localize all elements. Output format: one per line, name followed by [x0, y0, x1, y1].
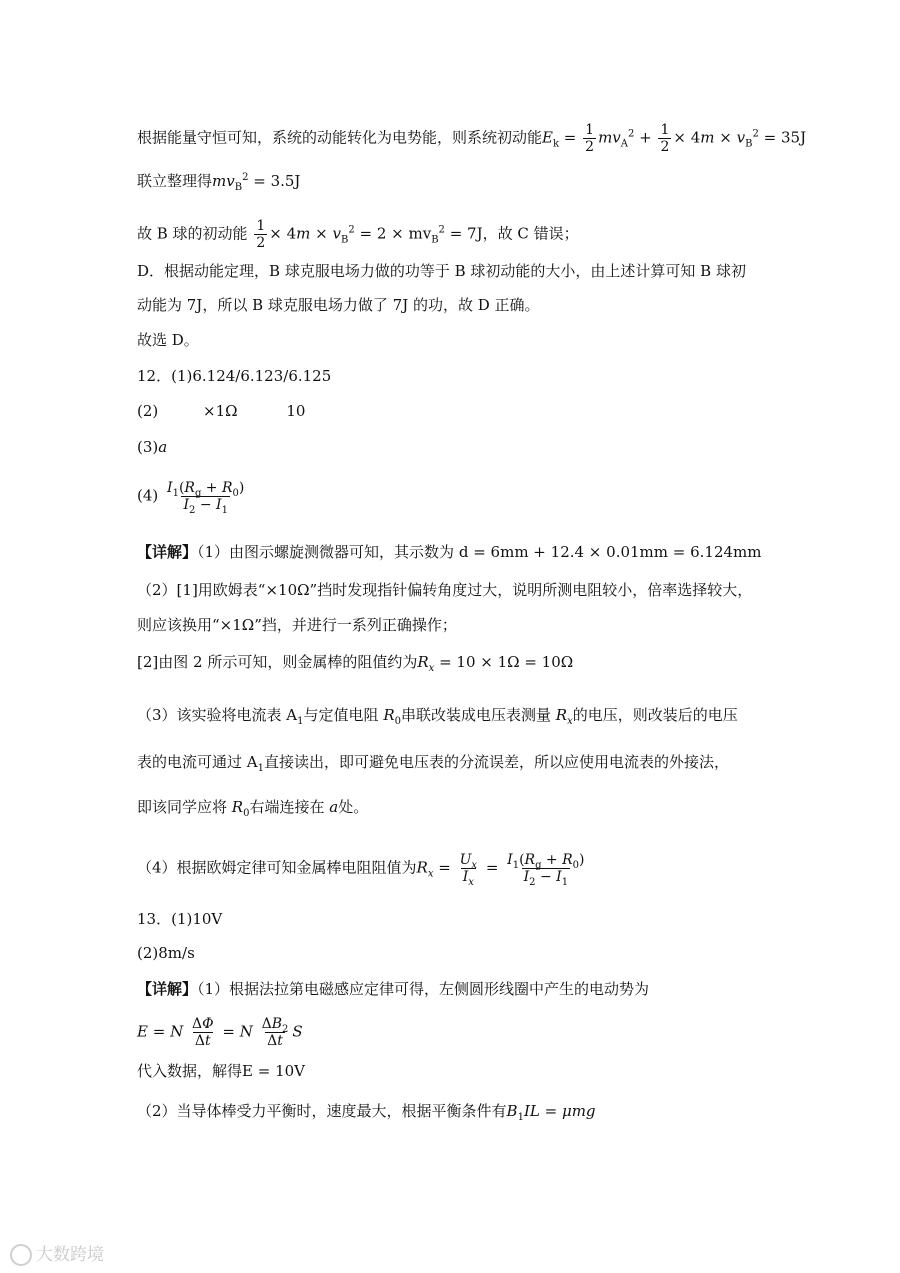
q13-detail-2: （2）当导体棒受力平衡时，速度最大，根据平衡条件有$B_1IL = \mu mg$	[137, 1102, 596, 1123]
q13-detail-1: 【详解】（1）根据法拉第电磁感应定律可得，左侧圆形线圈中产生的电动势为	[137, 980, 650, 998]
combine-line: 联立整理得$mv_B^2 = 3.5J$	[137, 172, 301, 193]
q12-detail-2-2: [2]由图 2 所示可知，则金属棒的阻值约为$R_x = 10 \times 1\Omega = 10\Omega$	[137, 653, 574, 674]
q12-answer-4: (4) $\frac{I_1(R_g + R_0)}{I_2 - I_1}$	[137, 480, 245, 516]
q12-detail-3-cont: 表的电流可通过 $A_1$直接读出，即可避免电压表的分流误差，所以应使用电流表的外接法，	[137, 753, 729, 774]
q12-detail-1: 【详解】（1）由图示螺旋测微器可知，其示数为 d = 6mm + 12.4 × 0.01mm = 6.124mm	[137, 543, 762, 561]
fraction-half: $\frac{1}{2}$	[585, 122, 595, 155]
q13-answer-1: 13．(1)10V	[137, 910, 223, 928]
q12-detail-3-end: 即该同学应将 $R_0$右端连接在 a处。	[137, 798, 369, 819]
option-d-line: D．根据动能定理，B 球克服电场力做的功等于 B 球初动能的大小，由上述计算可知 B 球初	[137, 262, 746, 280]
q12-answer-3: (3)a	[137, 438, 168, 456]
fraction-half: $\frac{1}{2}$	[660, 122, 670, 155]
q12-detail-4: （4）根据欧姆定律可知金属棒电阻阻值为$R_x$ = $\frac{U_x}{I_x}$ = $\frac{I_1(R_g + R_0)}{I_2 - I_1}$	[137, 852, 585, 888]
answer-4-fraction: $\frac{I_1(R_g + R_0)}{I_2 - I_1}$	[167, 480, 245, 516]
emf-formula: E = N $\frac{\Delta\Phi}{\Delta t}$ = N $\frac{\Delta B_2}{\Delta t}$ S	[137, 1016, 303, 1049]
watermark-logo-icon	[10, 1244, 32, 1266]
answer-line: 故选 D。	[137, 331, 199, 349]
q12-answer-2: (2) ×1Ω 10	[137, 402, 306, 420]
field-fraction: $\frac{\Delta B_2}{\Delta t}$	[261, 1016, 289, 1049]
q12-detail-2-cont: 则应该换用“×1Ω”挡，并进行一系列正确操作；	[137, 616, 457, 634]
ohm-fraction: $\frac{U_x}{I_x}$	[459, 852, 478, 888]
q12-detail-3: （3）该实验将电流表 $A_1$与定值电阻 $R_0$串联改装成电压表测量 $R_x$的电压，则改装后的电压	[137, 706, 738, 727]
flux-fraction: $\frac{\Delta\Phi}{\Delta t}$	[191, 1016, 214, 1049]
energy-conservation-line: 根据能量守恒可知，系统的动能转化为电势能，则系统初动能$E_k$ = $\frac{1}{2}$ $mv_A^2$ + $\frac{1}{2}$ × $4m \times v_B^2 = 35J$	[137, 122, 807, 155]
rx-fraction: $\frac{I_1(R_g + R_0)}{I_2 - I_1}$	[507, 852, 585, 888]
option-d-cont-line: 动能为 7J，所以 B 球克服电场力做了 7J 的功，故 D 正确。	[137, 296, 540, 314]
q12-answer-1: 12．(1)6.124/6.123/6.125	[137, 367, 332, 385]
q12-detail-2: （2）[1]用欧姆表“×10Ω”挡时发现指针偏转角度过大，说明所测电阻较小，倍率选择较大，	[137, 581, 753, 599]
fraction-half: $\frac{1}{2}$	[256, 218, 266, 251]
q13-result-line: 代入数据，解得E = 10V	[137, 1062, 305, 1080]
q13-answer-2: (2)8m/s	[137, 944, 195, 962]
ball-b-energy-line: 故 B 球的初动能 $\frac{1}{2}$ × $4m \times v_B^2 = 2 \times mv_B^2 = 7J$，故 C 错误；	[137, 218, 579, 251]
watermark: 大数跨境	[10, 1240, 104, 1266]
